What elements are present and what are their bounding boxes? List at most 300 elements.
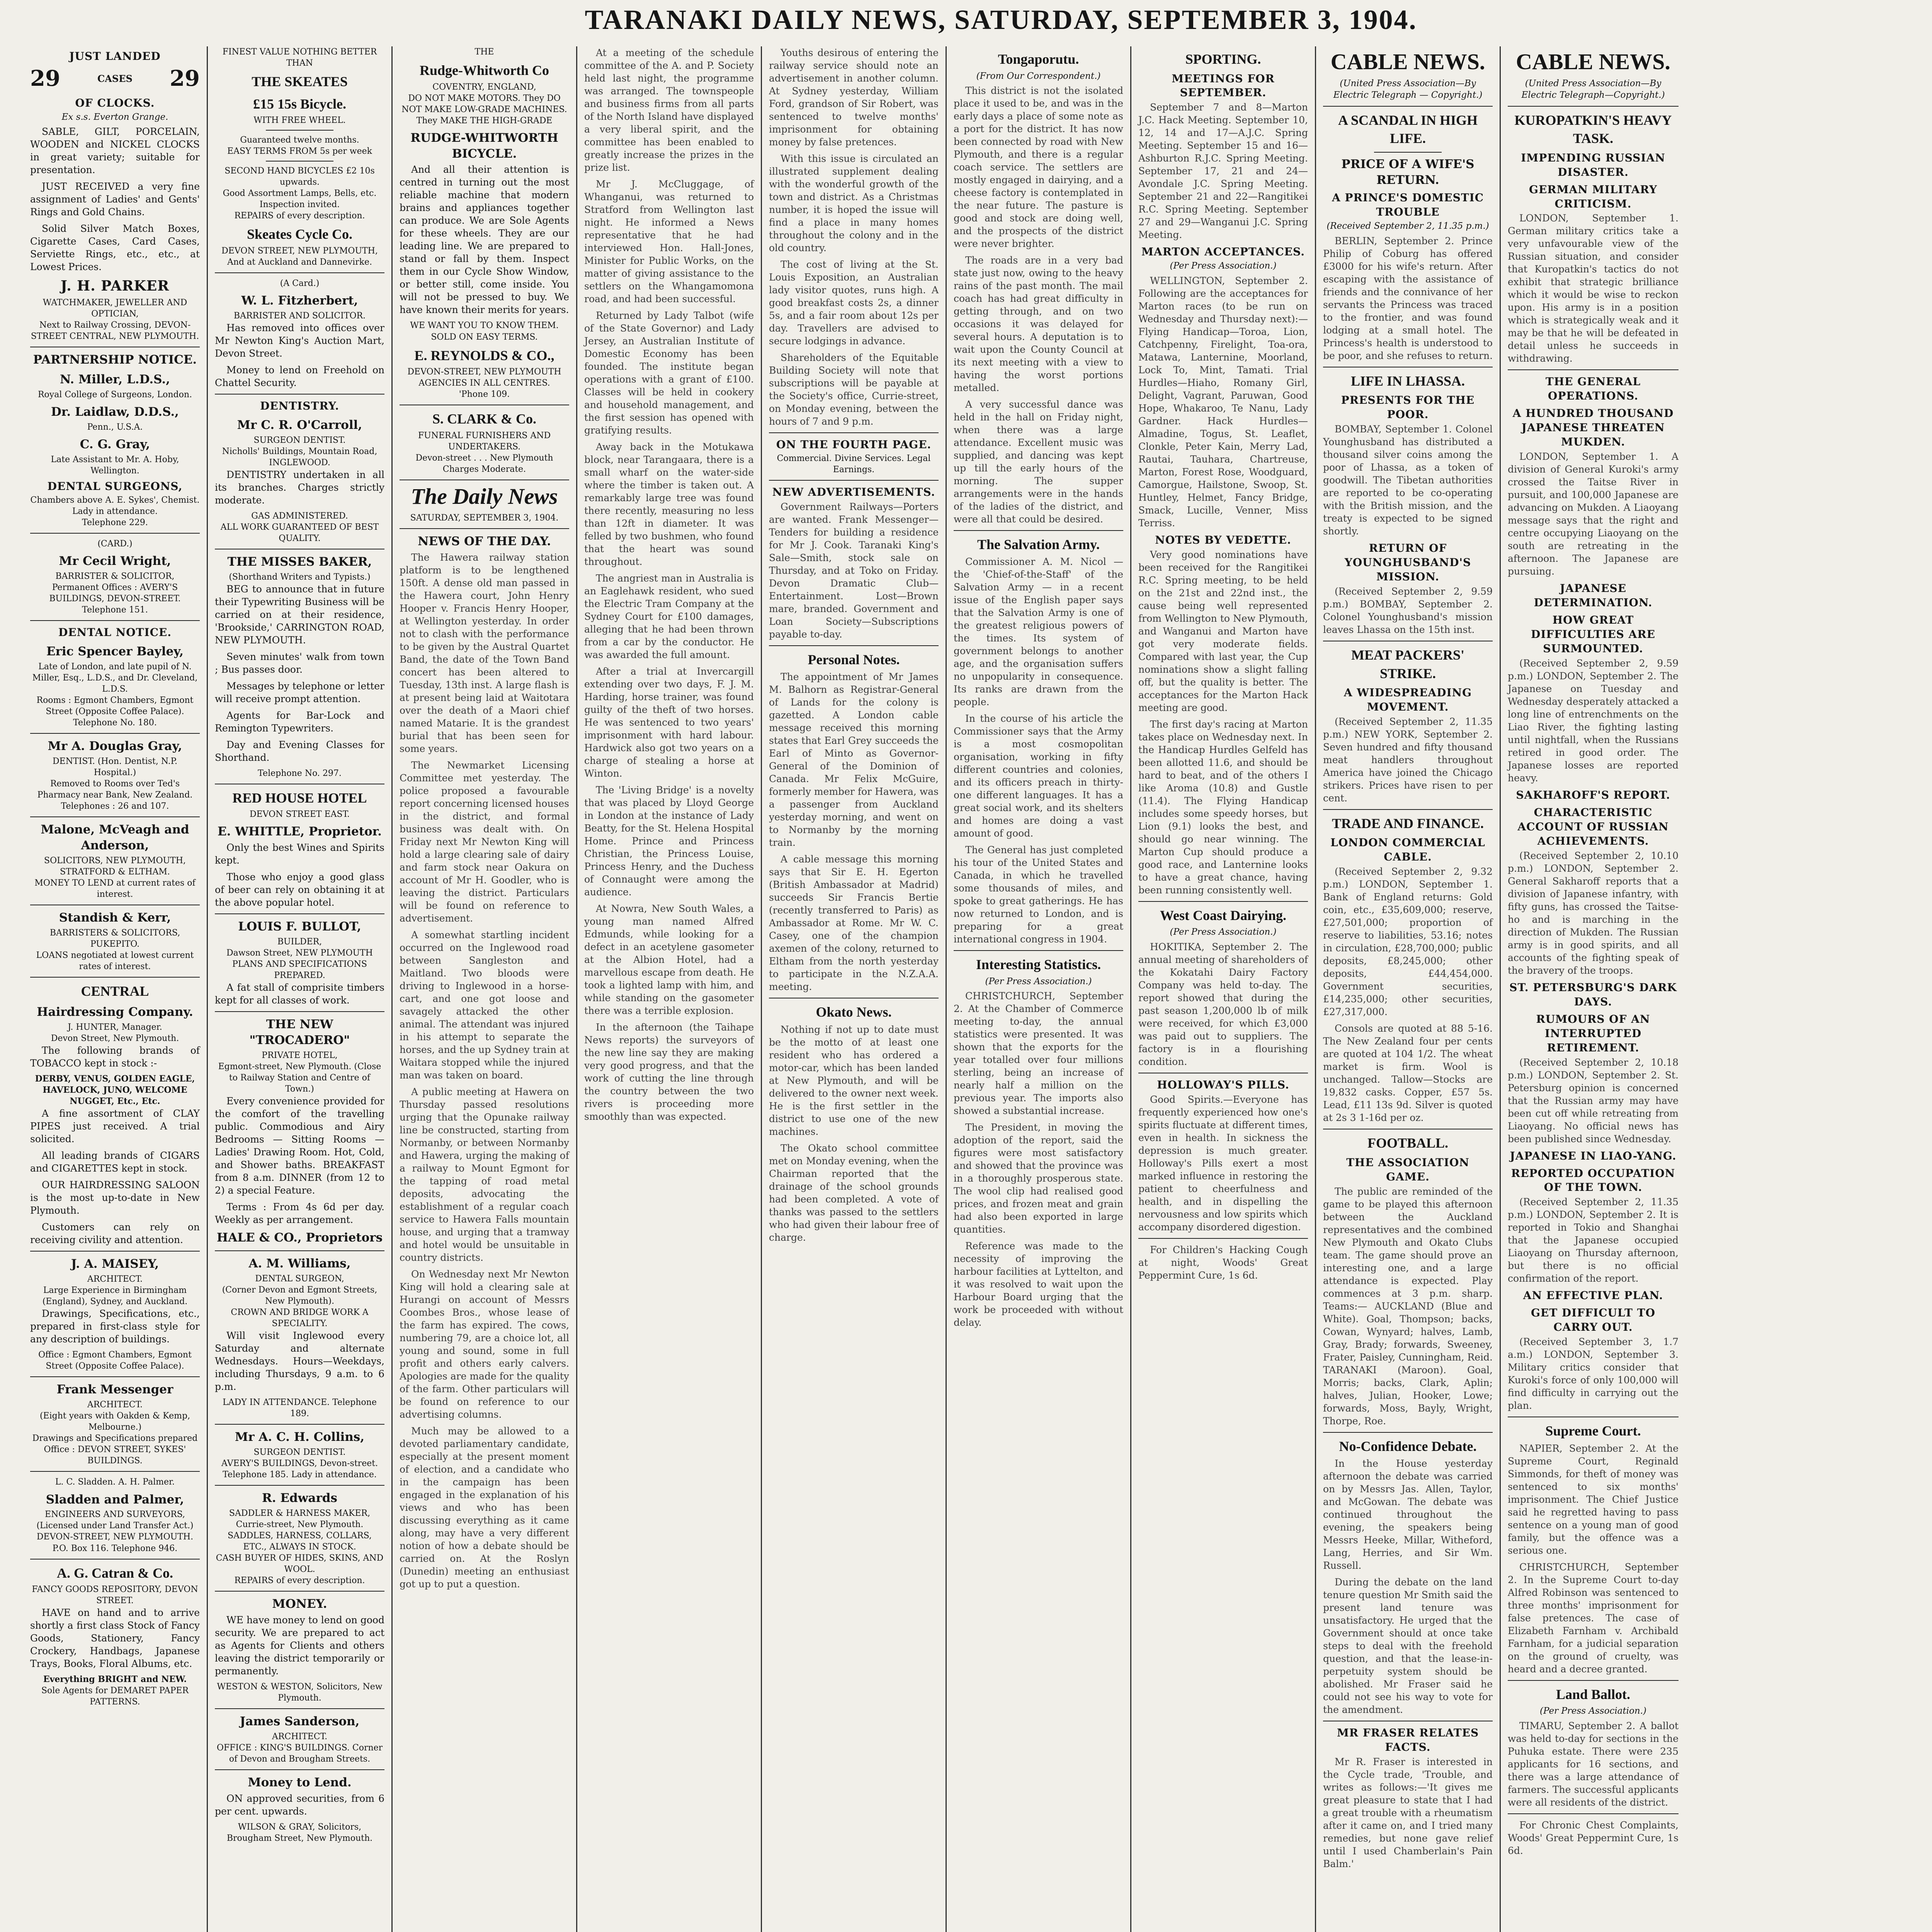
divider <box>1323 106 1493 107</box>
news-para: A public meeting at Hawera on Thursday passed resolutions urging that the Opunake railway line be constructed, starting from Normanby, or between Normanby and Hawera, urging the making of a railway to Mount Egmont for the tapping of road metal deposits, advocating the establishment of a regular coach service to Hawera Falls mountain house, and urging that a tramway and hotel would be unsuitable in country districts. <box>400 1086 569 1263</box>
reynolds-address: DEVON-STREET, NEW PLYMOUTH <box>407 367 561 377</box>
news-para: The Newmarket Licensing Committee met yesterday. The police proposed a favourable report concerning licensed houses in the district, and formal business was dealt with. On Friday next Mr Newton King will hold a large clearing sale of dairy and farm stock near Oakura on account of Mr H. Goodler, who is leaving the district. Particulars will be found on reference to advertisement. <box>400 759 569 924</box>
douglas-address: Removed to Rooms over Ted's Pharmacy near Bank, New Zealand. <box>37 779 193 800</box>
statistics-para: Reference was made to the necessity of improving the harbour facilities at Lyttelton, and it was resolved to wait upon the Harbour Board urging that the work be proceeded with without delay. <box>954 1240 1123 1328</box>
news-para: The cost of living at the St. Louis Exposition, an Australian lady visitor quotes, runs high. A good breakfast costs 2s, a dinner 5s, and a fair room about 12s per day. Travellers are advised to secure lodgings in advance. <box>769 259 939 347</box>
redhouse-wines: Only the best Wines and Spirits kept. <box>215 842 384 866</box>
bicycle-price: £15 15s Bicycle. <box>253 96 346 112</box>
divider <box>1138 901 1308 902</box>
clark-charges: Charges Moderate. <box>442 464 526 474</box>
divider <box>266 130 334 131</box>
clocks-heading: OF CLOCKS. <box>75 96 155 109</box>
free-wheel: WITH FREE WHEEL. <box>253 116 346 126</box>
sladden-licence: (Licensed under Land Transfer Act.) <box>36 1521 194 1531</box>
parker-address: Next to Railway Crossing, DEVON-STREET CENTRAL, NEW PLYMOUTH. <box>31 320 199 341</box>
lhassa-para: BOMBAY, September 1. Colonel Younghusband has distributed a thousand silver coins among the poor of Lhassa, as a token of goodwill. The Tibetan authorities are reported to be co-operating with the British mission, and the treaty is expected to be signed shortly. <box>1323 423 1493 537</box>
central-manager: J. HUNTER, Manager. <box>68 1022 162 1032</box>
whittle-name: E. WHITTLE, Proprietor. <box>218 825 382 839</box>
inspection: Inspection invited. <box>259 200 340 210</box>
holloway-para: Good Spirits.—Everyone has frequently experienced how one's spirits fluctuate at different times, even in health. In sickness the depression is much greater. Holloway's Pills exert a most marked influence in restoring the patient to cheerfulness and health, and in dispelling the nervousness and low spirits which accompany disordered digestion. <box>1138 1094 1308 1233</box>
column-9 <box>1501 46 1685 1932</box>
stpetersburg-sub: RUMOURS OF AN INTERRUPTED RETIREMENT. <box>1536 1012 1650 1054</box>
gas: GAS ADMINISTERED. <box>251 511 348 521</box>
edwards-goods: SADDLES, HARNESS, COLLARS, ETC., ALWAYS IN STOCK. <box>228 1531 372 1552</box>
criticism-heading: GERMAN MILITARY CRITICISM. <box>1529 183 1657 210</box>
redhouse-address: DEVON STREET EAST. <box>249 810 350 820</box>
cable-news-heading: CABLE NEWS. <box>1330 49 1485 74</box>
divider <box>954 530 1123 531</box>
malone-name: Malone, McVeagh and Anderson, <box>41 822 189 852</box>
divider <box>400 528 569 529</box>
clark-address: Devon-street . . . New Plymouth <box>415 453 553 463</box>
bullot-stock: A fat stall of comprisite timbers kept for all classes of work. <box>215 982 384 1006</box>
trocadero-sub: PRIVATE HOTEL, <box>262 1051 338 1061</box>
just-landed-heading: JUST LANDED <box>69 50 161 63</box>
maisey-name: J. A. MAISEY, <box>71 1257 159 1271</box>
telephone-229: Telephone 229. <box>82 517 148 527</box>
secondhand: SECOND HAND BICYCLES £2 10s upwards. <box>224 166 375 187</box>
effective-sub: GET DIFFICULT TO CARRY OUT. <box>1531 1306 1655 1334</box>
column-5 <box>762 46 947 1932</box>
sladden-name: Sladden and Palmer, <box>46 1492 184 1507</box>
bullot-plans: PLANS AND SPECIFICATIONS PREPARED. <box>232 959 367 981</box>
maisey-desc: Large Experience in Birmingham (England), Sydney, and Auckland. <box>42 1286 188 1307</box>
west-coast-sub: (Per Press Association.) <box>1170 927 1277 937</box>
divider <box>30 1471 200 1472</box>
divider <box>769 645 939 646</box>
wright-office: Permanent Offices : AVERY'S BUILDINGS, DEVON-STREET. <box>49 582 181 604</box>
marton-heading: MARTON ACCEPTANCES. <box>1141 245 1305 259</box>
rudge-want: WE WANT YOU TO KNOW THEM. <box>410 321 559 331</box>
news-para: Shareholders of the Equitable Building Society will note that subscriptions will be payable at the Society's office, Currie-street, on Monday evening, between the hours of 7 and 9 p.m. <box>769 352 939 427</box>
effective-para: (Received September 3, 1.7 a.m.) LONDON, September 3. Military critics consider that Kuroki's force of only 100,000 will find difficulty in carrying out the plan. <box>1508 1336 1679 1412</box>
news-para: The 'Living Bridge' is a novelty that was placed by Lloyd George in London at the instance of Lady Beatty, for the St. Helena Hospital Home. Prince and Princess Christian, the Princess Louise, Princess Henry, and the Duchess of Connaught were among the audience. <box>584 784 754 898</box>
sanderson-office: OFFICE : KING'S BUILDINGS. Corner of Devon and Brougham Streets. <box>216 1743 383 1764</box>
confidence-para: During the debate on the land tenure question Mr Smith said the present land tenure was unsatisfactory. He urged that the Government should at once take steps to deal with the freehold question, and that the lease-in-perpetuity system should be abolished. Mr Fraser said he could not see his way to vote for the amendment. <box>1323 1577 1493 1716</box>
column-1 <box>23 46 208 1932</box>
sanderson-name: James Sanderson, <box>240 1714 360 1729</box>
reynolds-agencies: AGENCIES IN ALL CENTRES. <box>418 378 550 388</box>
divider <box>215 1424 384 1425</box>
rudge-bicycle: RUDGE-WHITWORTH BICYCLE. <box>410 131 558 161</box>
repairs: REPAIRS of every description. <box>234 211 365 221</box>
baker-town: Seven minutes' walk from town ; Bus passes door. <box>215 651 384 675</box>
disaster-heading: IMPENDING RUSSIAN DISASTER. <box>1521 151 1665 179</box>
edwards-name: R. Edwards <box>262 1491 337 1505</box>
divider <box>30 533 200 534</box>
news-para: Much may be allowed to a devoted parliamentary candidate, especially at the present moment of election, and a candidate who in the campaign has been engaged in the explanation of his views and who has been discussing everything as it came along, may have a very different notion of how a debate should be carried on. At the Roslyn (Dunedin) meeting an enthusiast got up to put a question. <box>400 1425 569 1590</box>
hairdressing-heading: Hairdressing Company. <box>37 1005 193 1019</box>
lady-attendance: Lady in attendance. <box>72 506 158 516</box>
baker-agents: Agents for Bar-Lock and Remington Typewriters. <box>215 709 384 734</box>
skeates-heading: THE SKEATES <box>252 74 348 90</box>
collins-name: Mr A. C. H. Collins, <box>235 1430 365 1444</box>
clark-name: S. CLARK & Co. <box>432 411 536 427</box>
fitzherbert-desc: Has removed into offices over Mr Newton King's Auction Mart, Devon Street. <box>215 322 384 359</box>
meetings-heading: MEETINGS FOR SEPTEMBER. <box>1172 72 1275 99</box>
guaranteed: Guaranteed twelve months. <box>240 135 359 145</box>
reynolds-phone: 'Phone 109. <box>459 389 510 400</box>
sladden-names: L. C. Sladden. A. H. Palmer. <box>55 1477 175 1487</box>
occupation-heading: REPORTED OCCUPATION OF THE TOWN. <box>1511 1167 1675 1194</box>
trade-heading: TRADE AND FINANCE. <box>1332 815 1484 831</box>
children-cough: For Children's Hacking Cough at night, Woods' Great Peppermint Cure, 1s 6d. <box>1138 1244 1308 1281</box>
parker-trade: WATCHMAKER, JEWELLER AND OPTICIAN, <box>43 298 187 319</box>
telephone-151: Telephone 151. <box>82 605 148 615</box>
divider <box>1508 106 1679 107</box>
sporting-heading: SPORTING. <box>1185 51 1261 67</box>
divider <box>30 620 200 621</box>
news-para: Returned by Lady Talbot (wife of the State Governor) and Lady Jersey, an Australian Institute of Domestic Economy has been founded. The institute began operations with a grant of £100. Classes will be held in cookery and household management, and the first session has opened with gratifying results. <box>584 310 754 436</box>
return-para: (Received September 2, 9.59 p.m.) BOMBAY, September 2. Colonel Younghusband's mission leaves Lhassa on the 15th inst. <box>1323 586 1493 635</box>
operations-heading: THE GENERAL OPERATIONS. <box>1545 375 1641 403</box>
collins-telephone: Telephone 185. Lady in attendance. <box>223 1470 377 1480</box>
williams-crown: CROWN AND BRIDGE WORK A SPECIALITY. <box>231 1308 369 1329</box>
domestic-received: (Received September 2, 11.35 p.m.) <box>1327 221 1489 231</box>
meat-para: (Received September 2, 11.35 p.m.) NEW YORK, September 2. Seven hundred and fifty thousand meat handlers throughout America have joined the Chicago strikers. Prices have risen to per cent. <box>1323 716 1493 804</box>
chest-complaints: For Chronic Chest Complaints, Woods' Great Peppermint Cure, 1s 6d. <box>1508 1819 1679 1856</box>
personal-para: The appointment of Mr James M. Balhorn as Registrar-General of Lands for the colony is gazetted. A London cable message received this morning states that Earl Grey succeeds the Earl of Minto as Governor-General of the Dominion of Canada. Mr Felix McGuire, formerly member for Hawera, was a passenger from Auckland yesterday morning, and went on to Normanby by the morning train. <box>769 671 939 849</box>
divider <box>30 816 200 817</box>
vedette-para: Very good nominations have been received for the Rangitikei R.C. Spring meeting, to be held on the 21st and 22nd inst., the cause being well represented from Wellington to New Plymouth, and Wanganui and Marton have got very moderate fields. Compared with last year, the Cup nominations show a slight falling off, but the quality is better. The acceptances for the Marton Hack meeting are good. <box>1138 549 1308 713</box>
operations-para: LONDON, September 1. A division of General Kuroki's army crossed the Taitse River in pursuit, and 100,000 Japanese are advancing on Mukden. A Liaoyang message says that the right and centre occupying Liaoyang on the south are retreating in the afternoon. The Japanese are pursuing. <box>1508 451 1679 577</box>
ship-name: Ex s.s. Everton Grange. <box>61 112 168 122</box>
telephone-107: Telephones : 26 and 107. <box>61 801 169 811</box>
rudge-terms: SOLD ON EASY TERMS. <box>431 332 538 342</box>
wright-name: Mr Cecil Wright, <box>59 554 171 568</box>
dentistry-heading: DENTISTRY. <box>260 399 339 412</box>
divider <box>1138 1238 1308 1239</box>
cases-count-left: 29 <box>30 65 60 91</box>
divider <box>215 272 384 273</box>
trade-para: Consols are quoted at 88 5-16. The New Zealand four per cents are quoted at 104 1/2. The wheat market is firm. Wool is unchanged. Tallow—Stocks are 19,832 casks. Copper, £57 5s. Lead, £11 13s 9d. Silver is quoted at 2s 3 1-16d per oz. <box>1323 1023 1493 1124</box>
supreme-para: NAPIER, September 2. At the Supreme Court, Reginald Simmonds, for theft of money was sentenced to six months' imprisonment. The Chief Justice said he regretted having to pass sentence on a young man of good family, but the offence was a serious one. <box>1508 1442 1679 1556</box>
baker-name: THE MISSES BAKER, <box>227 554 372 569</box>
divider <box>30 1376 200 1377</box>
rudge-heading: Rudge-Whitworth Co <box>419 63 549 78</box>
sanderson-trade: ARCHITECT. <box>272 1732 328 1742</box>
column-6 <box>947 46 1131 1932</box>
supreme-heading: Supreme Court. <box>1545 1423 1641 1439</box>
collins-trade: SURGEON DENTIST. <box>253 1447 346 1458</box>
cigars: All leading brands of CIGARS and CIGARETTES kept in stock. <box>30 1150 200 1174</box>
scandal-heading: A SCANDAL IN HIGH LIFE. <box>1338 112 1478 146</box>
tongaporutu-sub: (From Our Correspondent.) <box>976 71 1101 81</box>
skeates-address: DEVON STREET, NEW PLYMOUTH, And at Auckland and Dannevirke. <box>221 246 378 267</box>
west-coast-para: HOKITIKA, September 2. The annual meeting of shareholders of the Kokatahi Dairy Factory Company was held to-day. The report showed that during the past season 1,200,000 lb of milk were received, for which £3,000 was paid out to suppliers. The factory is in a flourishing condition. <box>1138 941 1308 1067</box>
supreme-para: CHRISTCHURCH, September 2. In the Supreme Court to-day Alfred Robinson was sentenced to three months' imprisonment for false pretences. The case of Elizabeth Farnham v. Archibald Farnham, for a judicial separation on the ground of cruelty, was heard and a decree granted. <box>1508 1561 1679 1675</box>
williams-lady: LADY IN ATTENDANCE. Telephone 189. <box>223 1398 377 1419</box>
divider <box>215 1591 384 1592</box>
column-7 <box>1131 46 1316 1932</box>
cases-label: CASES <box>97 73 133 85</box>
maisey-plans: Drawings, Specifications, etc., prepared in first-class style for any description of buildings. <box>30 1308 200 1345</box>
messenger-desc: (Eight years with Oakden & Kemp, Melbourne.) <box>39 1411 190 1432</box>
skeates-co: Skeates Cycle Co. <box>247 226 352 242</box>
occupation-para: (Received September 2, 11.35 p.m.) LONDON, September 2. It is reported in Tokio and Shanghai that the Japanese occupied Liaoyang on Thursday afternoon, but there is no official confirmation of the report. <box>1508 1196 1679 1284</box>
money-desc: WE have money to lend on good security. We are prepared to act as Agents for Clients and others leaving the district temporarily or permanently. <box>215 1614 384 1677</box>
clocks-desc: SABLE, GILT, PORCELAIN, WOODEN and NICKEL CLOCKS in great variety; suitable for presentation. <box>30 126 200 176</box>
liaoyang-heading: JAPANESE IN LIAO-YANG. <box>1510 1149 1677 1162</box>
trade-para: (Received September 2, 9.32 p.m.) LONDON, September 1. Bank of England returns: Gold coin, etc., £35,609,000; reserve, £27,501,000; proportion of reserve to liabilities, 53.16; notes in circulation, £28,700,000; public deposits, £8,245,000; other deposits, £44,454,000. Government securities, £14,235,000; other securities, £27,317,000. <box>1323 866 1493 1018</box>
divider <box>1508 1813 1679 1814</box>
baker-desc: BEG to announce that in future their Typewriting Business will be carried on at their residence, 'Brookside,' CARRINGTON ROAD, NEW PLYMOUTH. <box>215 583 384 646</box>
reynolds-name: E. REYNOLDS & CO., <box>414 347 554 363</box>
tobacco-intro: The following brands of TOBACCO kept in stock :- <box>30 1045 200 1069</box>
gray-name: C. G. Gray, <box>80 437 150 451</box>
partnership-heading: PARTNERSHIP NOTICE. <box>33 352 197 367</box>
catran-agents: Sole Agents for DEMARET PAPER PATTERNS. <box>41 1686 189 1707</box>
divider <box>266 161 334 162</box>
page-columns <box>23 46 1932 1932</box>
cable-news-sub: (United Press Association—By Electric Telegraph — Copyright.) <box>1333 78 1483 100</box>
customers: Customers can rely on receiving civility and attention. <box>30 1221 200 1246</box>
divider <box>1323 809 1493 810</box>
divider <box>215 1011 384 1012</box>
telephone-297: Telephone No. 297. <box>258 768 342 778</box>
baker-trade: (Shorthand Writers and Typists.) <box>229 572 371 582</box>
news-para: A somewhat startling incident occurred on the Inglewood road between Sangleston and Maitland. Two bloods were driving to Inglewood in a horse-cart, and one got loose and savagely attacked the other animal. The attendant was injured in his attempt to separate the horses, and the up Sydney train at Waitara stopped while the injured man was taken on board. <box>400 929 569 1081</box>
edwards-repairs: REPAIRS of every description. <box>234 1576 365 1586</box>
personal-para: A cable message this morning says that Sir E. H. Egerton (British Ambassador at Madrid) succeeds Sir Francis Bertie (recently transferred to Paris) as Ambassador at Rome. Mr W. C. Casey, one of the champion axemen of the colony, returned to Eltham from the north yesterday to participate in the N.Z.A.A. meeting. <box>769 854 939 993</box>
sladden-address: DEVON-STREET, NEW PLYMOUTH. <box>36 1532 194 1542</box>
divider <box>1508 1680 1679 1681</box>
marton-sub: (Per Press Association.) <box>1170 261 1277 271</box>
cases-row <box>30 65 200 93</box>
vedette-para: The first day's racing at Marton takes place on Wednesday next. In the Handicap Hurdles Gelfeld has been allotted 11.6, and should be hard to beat, and of the others I like Aroma (10.8) and Gustle (11.4). The Flying Handicap includes some speedy horses, but Lion (9.1) looks the best, and should go near winning. The Marton Cup should produce a good race, and Lanternine looks to have a great chance, having been running consistently well. <box>1138 718 1308 896</box>
lend-heading: Money to Lend. <box>248 1776 352 1790</box>
confidence-heading: No-Confidence Debate. <box>1339 1438 1477 1454</box>
divider <box>30 1559 200 1560</box>
bullot-address: Dawson Street, NEW PLYMOUTH <box>226 948 373 958</box>
okato-para: The Okato school committee met on Monday evening, when the Chairman reported that the drainage of the school grounds had been completed. A vote of thanks was passed to the settlers who had given their labour free of charge. <box>769 1143 939 1243</box>
meetings-body: September 7 and 8—Marton J.C. Hack Meeting. September 10, 12, 14 and 17—A.J.C. Spring Meeting. September 15 and 16—Ashburton R.J.C. Spring Meeting. September 17, 21 and 24—Avondale J.C. Spring Meeting. September 21 and 22—Rangitikei R.C. Spring Meeting. September 27 and 29—Wanganui J.C. Spring Meeting. <box>1138 102 1308 241</box>
association-heading: THE ASSOCIATION GAME. <box>1346 1156 1469 1183</box>
laidlaw-desc: Penn., U.S.A. <box>87 422 143 432</box>
central-heading: CENTRAL <box>81 983 149 999</box>
williams-trade: DENTAL SURGEON, <box>255 1274 344 1284</box>
divider <box>1323 1432 1493 1433</box>
chambers: Chambers above A. E. Sykes', Chemist. <box>30 495 200 505</box>
cable-news-heading-2: CABLE NEWS. <box>1516 49 1670 74</box>
divider <box>215 394 384 395</box>
edwards-cash: CASH BUYER OF HIDES, SKINS, AND WOOL. <box>216 1553 384 1575</box>
return-heading: RETURN OF YOUNGHUSBAND'S MISSION. <box>1344 542 1471 583</box>
divider <box>30 733 200 734</box>
presents-heading: PRESENTS FOR THE POOR. <box>1341 394 1475 421</box>
news-para: The angriest man in Australia is an Eaglehawk resident, who sued the Electric Tram Company at the Sydney Court for £100 damages, alleging that he had been thrown from a car by the conductor. He was awarded the full amount. <box>584 573 754 660</box>
west-coast-heading: West Coast Dairying. <box>1160 907 1286 923</box>
tongaporutu-para: The roads are in a very bad state just now, owing to the heavy rains of the past month. The mail coach has had great difficulty in getting through, and on two occasions it was delayed for several hours. A deputation is to wait upon the County Council at its next meeting with a view to having the worst portions metalled. <box>954 254 1123 393</box>
divider <box>215 913 384 914</box>
ballot-sub: (Per Press Association.) <box>1540 1706 1646 1716</box>
sladden-trade: ENGINEERS AND SURVEYORS, <box>44 1510 185 1520</box>
sakharoff-para: (Received September 2, 10.10 p.m.) LONDON, September 2. General Sakharoff reports that a division of Japanese infantry, with fifty guns, has crossed the Taitse-ho and is marching in the direction of Mukden. The Russian army is in good spirits, and all accounts of the fighting speak of the bravery of the troops. <box>1508 850 1679 976</box>
fraser-para: Mr R. Fraser is interested in the Cycle trade, 'Trouble, and writes as follows:—'It gives me great pleasure to state that I had a great trouble with a rheumatism after it came on, and I tried many remedies, but none gave relief until I used Chamberlain's Pain Balm.' <box>1323 1756 1493 1870</box>
kuropatkin-heading: KUROPATKIN'S HEAVY TASK. <box>1514 112 1672 146</box>
trade-sub: LONDON COMMERCIAL CABLE. <box>1330 836 1485 864</box>
news-para: With this issue is circulated an illustrated supplement dealing with the wonderful growth of the town and district. As a Christmas number, it is hoped the issue will find a place in many homes throughout the colony and in the old country. <box>769 153 939 253</box>
gray-desc: Late Assistant to Mr. A. Hoby, Wellington. <box>51 454 179 476</box>
collins-address: AVERY'S BUILDINGS, Devon-street. <box>221 1459 378 1469</box>
clark-trade: FUNERAL FURNISHERS AND UNDERTAKERS. <box>418 430 551 452</box>
rudge-address: COVENTRY, ENGLAND, <box>432 82 536 92</box>
determination-sub: HOW GREAT DIFFICULTIES ARE SURMOUNTED. <box>1531 614 1655 655</box>
divider <box>30 977 200 978</box>
trocadero-terms: Terms : From 4s 6d per day. Weekly as per arrangement. <box>215 1201 384 1226</box>
news-para: On Wednesday next Mr Newton King will hold a clearing sale at Hurangi on account of Messrs Coombes Bros., whose lease of the farm has expired. The cows, numbering 79, are a choice lot, all young and sound, some in full profit and others early calvers. Apologies are made for the quality of the farm. Other particulars will be found on reference to our advertising columns. <box>400 1268 569 1420</box>
divider <box>1374 152 1442 153</box>
statistics-heading: Interesting Statistics. <box>976 957 1101 973</box>
weston: WESTON & WESTON, Solicitors, New Plymouth. <box>217 1682 383 1703</box>
douglas-desc: DENTIST. (Hon. Dentist, N.P. Hospital.) <box>53 756 177 777</box>
tongaporutu-heading: Tongaporutu. <box>998 51 1079 67</box>
bayley-name: Eric Spencer Bayley, <box>46 644 184 658</box>
divider <box>1508 369 1679 370</box>
fraser-heading: MR FRASER RELATES FACTS. <box>1337 1726 1479 1754</box>
meat-sub: A WIDESPREADING MOVEMENT. <box>1344 686 1472 713</box>
divider <box>215 1769 384 1770</box>
malone-desc: SOLICITORS, NEW PLYMOUTH, STRATFORD & ELTHAM. <box>44 855 186 877</box>
ballot-heading: Land Ballot. <box>1556 1686 1631 1702</box>
on-fourth-items: Commercial. Divine Services. Legal Earnings. <box>777 453 931 474</box>
salvation-para: Commissioner A. M. Nicol — the 'Chief-of-the-Staff' of the Salvation Army — in a recent issue of the English paper says that the Salvation Army is one of the greatest religious powers of the times. Its system of government belongs to another age, and the organisation suffers no unpopularity in consequence. Its ranks are drawn from the people. <box>954 556 1123 708</box>
parker-name: J. H. PARKER <box>60 278 170 294</box>
determination-para: (Received September 2, 9.59 p.m.) LONDON, September 2. The Japanese on Tuesday and Wednesday desperately attacked a long line of entrenchments on the Liao River, the fighting lasting until nightfall, when the Russians retired in good order. The Japanese losses are reported heavy. <box>1508 657 1679 784</box>
daily-news-date: SATURDAY, SEPTEMBER 3, 1904. <box>410 513 559 523</box>
news-para: At a meeting of the schedule committee of the A. and P. Society held last night, the programme was arranged. The townspeople and business firms from all parts of the North Island have displayed a very liberal spirit, and the committee has been enabled to greatly increase the prizes in the prize list. <box>584 47 754 173</box>
lhassa-heading: LIFE IN LHASSA. <box>1350 373 1465 389</box>
column-3 <box>393 46 577 1932</box>
lamps: Good Assortment Lamps, Bells, etc. <box>223 189 377 199</box>
messenger-name: Frank Messenger <box>56 1383 173 1397</box>
miller-desc: Royal College of Surgeons, London. <box>37 389 192 400</box>
bullot-name: LOUIS F. BULLOT, <box>238 920 361 934</box>
catran-new: Everything BRIGHT and NEW. <box>43 1674 187 1685</box>
miller-name: N. Miller, L.D.S., <box>60 372 170 386</box>
holloway-heading: HOLLOWAY'S PILLS. <box>1157 1078 1289 1091</box>
domestic-heading: A PRINCE'S DOMESTIC TROUBLE <box>1332 191 1484 219</box>
effective-heading: AN EFFECTIVE PLAN. <box>1523 1289 1663 1302</box>
wifes-return-heading: PRICE OF A WIFE'S RETURN. <box>1341 157 1475 187</box>
baker-classes: Day and Evening Classes for Shorthand. <box>215 739 384 763</box>
meat-heading: MEAT PACKERS' STRIKE. <box>1351 647 1465 681</box>
trocadero-desc: Every convenience provided for the comfort of the travelling public. Commodious and Airy Bedrooms — Sitting Rooms — Ladies' Drawing Room. Hot, Cold, and Shower baths. BREAKFAST from 8 a.m. DINNER (from 12 to 2) a special Feature. <box>215 1095 384 1196</box>
a-card: (A Card.) <box>280 278 320 288</box>
williams-name: A. M. Williams, <box>248 1257 351 1271</box>
salvation-para: In the course of his article the Commissioner says that the Army is a most cosmopolitan organisation, working in fifty different countries and colonies, and its officers preach in thirty-one different languages. It has a great social work, and its shelters and homes are doing a vast amount of good. <box>954 713 1123 839</box>
news-para: The Hawera railway station platform is to be lengthened 150ft. A dense old man passed in the Hawera court, John Henry Hooper v. Francis Henry Hooper, at Wellington yesterday. In order not to clash with the performance to be given by the Austral Quartet Band, the date of the Town Band concert has been altered to Tuesday, 13th inst. A large flash is at present being laid at Waitotara over the death of a Maori chief named Matarie. It is the grandest burial that has been seen for some years. <box>400 551 569 754</box>
personal-notes: Personal Notes. <box>808 651 900 667</box>
vedette-heading: NOTES BY VEDETTE. <box>1155 533 1291 546</box>
carroll-name: Mr C. R. O'Carroll, <box>237 418 362 432</box>
daily-news-title: The Daily News <box>411 483 558 509</box>
finest-value: FINEST VALUE NOTHING BETTER THAN <box>222 47 377 68</box>
operations-sub: A HUNDRED THOUSAND JAPANESE THREATEN MUKDEN. <box>1512 407 1674 449</box>
bayley-desc: Late of London, and late pupil of N. Miller, Esq., L.D.S., and Dr. Cleveland, L.D.S. <box>32 662 198 694</box>
redhouse-name: RED HOUSE HOTEL <box>232 790 367 806</box>
column-8 <box>1316 46 1501 1932</box>
wilson-gray: WILSON & GRAY, Solicitors, Brougham Street, New Plymouth. <box>226 1822 373 1844</box>
easy-terms: EASY TERMS FROM 5s per week <box>227 146 372 156</box>
fitzherbert-trade: BARRISTER AND SOLICITOR. <box>233 311 366 321</box>
carroll-trade: SURGEON DENTIST. <box>253 435 346 445</box>
determination-heading: JAPANESE DETERMINATION. <box>1534 582 1653 609</box>
statistics-para: The President, in moving the adoption of the report, said the figures were most satisfactory and showed that the province was in a thoroughly prosperous state. The wool clip had realised good prices, and frozen meat and grain had also been exported in large quantities. <box>954 1122 1123 1235</box>
work-guaranteed: ALL WORK GUARANTEED OF BEST QUALITY. <box>220 522 379 543</box>
bayley-rooms: Rooms : Egmont Chambers, Egmont Street (Opposite Coffee Palace). <box>36 695 194 716</box>
divider <box>30 1251 200 1252</box>
confidence-para: In the House yesterday afternoon the debate was carried on by Messrs Jas. Allen, Taylor, and McGowan. The debate was continued throughout the evening, the speakers being Messrs Heeke, Millar, Witheford, Lang, Herries, and Sir Wm. Russell. <box>1323 1458 1493 1571</box>
cases-count-right: 29 <box>170 65 200 91</box>
money-heading: MONEY. <box>272 1597 327 1611</box>
tongaporutu-para: A very successful dance was held in the hall on Friday night, when there was a large attendance. Excellent music was supplied, and dancing was kept up till the early hours of the morning. The supper arrangements were in the hands of the ladies of the district, and were all that could be desired. <box>954 398 1123 525</box>
silver-desc: Solid Silver Match Boxes, Cigarette Cases, Card Cases, Serviette Rings, etc., etc., at Lowest Prices. <box>30 223 200 273</box>
new-advertisements: NEW ADVERTISEMENTS. <box>772 486 935 499</box>
column-4 <box>577 46 762 1932</box>
divider <box>215 1708 384 1709</box>
sakharoff-heading: SAKHAROFF'S REPORT. <box>1516 788 1670 801</box>
divider <box>954 950 1123 951</box>
redhouse-desc: Those who enjoy a good glass of beer can rely on obtaining it at the above popular hotel. <box>215 871 384 908</box>
saloon: OUR HAIRDRESSING SALOON is the most up-to-date in New Plymouth. <box>30 1179 200 1216</box>
masthead-title: TARANAKI DAILY NEWS, SATURDAY, SEPTEMBER 3, 1904. <box>585 4 1417 35</box>
divider <box>215 1485 384 1486</box>
central-address: Devon Street, New Plymouth. <box>51 1034 179 1044</box>
divider <box>215 1250 384 1251</box>
trocadero-name: THE NEW "TROCADERO" <box>249 1017 350 1048</box>
telephone-180: Telephone No. 180. <box>73 718 157 728</box>
lend-desc: ON approved securities, from 6 per cent. upwards. <box>215 1793 384 1817</box>
fancy-desc: JUST RECEIVED a very fine assignment of Ladies' and Gents' Rings and Gold Chains. <box>30 181 200 218</box>
column-2 <box>208 46 393 1932</box>
domestic-para: BERLIN, September 2. Prince Philip of Coburg has offered £3000 for his wife's return. After escaping with the assistance of friends and the connivance of her servants the Princess was traced to the frontier, and was found lodging at a small hotel. The Princess's health is understood to be poor, and she refuses to return. <box>1323 235 1493 361</box>
baker-messages: Messages by telephone or letter will receive prompt attention. <box>215 680 384 704</box>
okato-news: Okato News. <box>816 1004 892 1020</box>
news-para: In the afternoon (the Taihape News reports) the surveyors of the new line say they are making very good progress, and that the work of cutting the line through the country between the two rivers is proceeding more smoothly than was expected. <box>584 1022 754 1122</box>
standish-name: Standish & Kerr, <box>59 910 171 925</box>
okato-para: Nothing if not up to date must be the motto of at least one resident who has ordered a motor-car, which has been landed at New Plymouth, and will be delivered to the owner next week. He is the first settler in the district to use one of the new machines. <box>769 1024 939 1137</box>
divider <box>769 432 939 433</box>
edwards-trade: SADDLER & HARNESS MAKER, Currie-street, New Plymouth. <box>229 1509 371 1530</box>
salvation-para: The General has just completed his tour of the United States and Canada, in which he travelled some thousands of miles, and spoke to great gatherings. He has now returned to London, and is preparing for a great international congress in 1904. <box>954 844 1123 945</box>
hale-name: HALE & CO., Proprietors <box>216 1231 383 1245</box>
standish-loans: LOANS negotiated at lowest current rates of interest. <box>36 950 194 971</box>
maisey-trade: ARCHITECT. <box>87 1274 143 1284</box>
news-para: At Nowra, New South Wales, a young man named Alfred Edmunds, while looking for a defect in an acetylene gasometer at the Albion Hotel, had a marvellous escape from death. He took a lighted lamp with him, and while standing on the gasometer there was a terrible explosion. <box>584 903 754 1016</box>
standish-desc: BARRISTERS & SOLICITORS, PUKEPITO. <box>49 928 180 949</box>
statistics-sub: (Per Press Association.) <box>985 976 1092 986</box>
tobacco-brands: DERBY, VENUS, GOLDEN EAGLE, HAVELOCK, JUNO, WELCOME NUGGET, Etc., Etc. <box>35 1074 195 1107</box>
wright-desc: BARRISTER & SOLICITOR, <box>55 571 175 581</box>
marton-body: WELLINGTON, September 2. Following are the acceptances for Marton races (to be run on Wednesday and Thursday next):— Flying Handicap—Toroa, Lion, Catchpenny, Firelight, Toa-ora, Matawa, Lanternine, Moorland, Lock To, Mint, Tamati. Trial Hurdles—Hiaho, Romany Girl, Delight, Vagrant, Paruwan, Good Hope, Whakaroo, Te Nanu, Lady Gardner. Hack Hurdles—Almadine, Togus, St. Leaflet, Clonkle, Peter Kain, Merry Lad, Rautai, Tauhara, Chartreuse, Marton, Forest Rose, Woodguard, Camorgue, Hailstone, Swoop, St. Huntley, Helmet, Fancy Bridge, Smack, Lucille, Venner, Miss Terriss. <box>1138 275 1308 529</box>
sakharoff-sub: CHARACTERISTIC ACCOUNT OF RUSSIAN ACHIEVEMENTS. <box>1517 806 1669 847</box>
catran-trade: FANCY GOODS REPOSITORY, DEVON STREET. <box>32 1585 198 1606</box>
sladden-box: P.O. Box 116. Telephone 946. <box>52 1543 178 1553</box>
divider <box>769 480 939 481</box>
news-para: Away back in the Motukawa block, near Tarangaara, there is a small wharf on the water-side where the timber is taken out. A remarkably large tree was found there recently, measuring no less than 12ft in diameter. It was felled by two bushmen, who found that the heart was sound throughout. <box>584 441 754 567</box>
trocadero-address: Egmont-street, New Plymouth. (Close to Railway Station and Centre of Town.) <box>218 1062 381 1094</box>
fitzherbert-lend: Money to lend on Freehold on Chattel Security. <box>215 364 384 388</box>
bullot-trade: BUILDER, <box>277 937 322 947</box>
the-label: THE <box>474 47 494 57</box>
douglas-name: Mr A. Douglas Gray, <box>48 739 182 753</box>
on-fourth-page: ON THE FOURTH PAGE. <box>776 438 932 451</box>
ballot-para: TIMARU, September 2. A ballot was held to-day for sections in the Puhuka estate. There were 235 applicants for 16 sections, and there was a large attendance of farmers. The successful applicants were all residents of the district. <box>1508 1720 1679 1808</box>
cable-news-sub-2: (United Press Association—By Electric Telegraph—Copyright.) <box>1521 78 1665 100</box>
rudge-body: And all their attention is centred in turning out the most reliable machine that modern brains and appliances together can produce. We are Sole Agents for these wheels. They are our leading line. We are prepared to stand or fall by them. Inspect them in our Cycle Show Window, or better still, come inside. You will not be pressed to buy. We have known their merits for years. <box>400 164 569 316</box>
tongaporutu-para: This district is not the isolated place it used to be, and was in the early days a place of some note as a port for the district. It has now been connected by road with New Plymouth, and there is a regular coach service. The settlers are mostly engaged in dairying, and a cheese factory is contemplated in the near future. The pasture is good and stock are doing well, and the prospects of the district were never brighter. <box>954 85 1123 249</box>
